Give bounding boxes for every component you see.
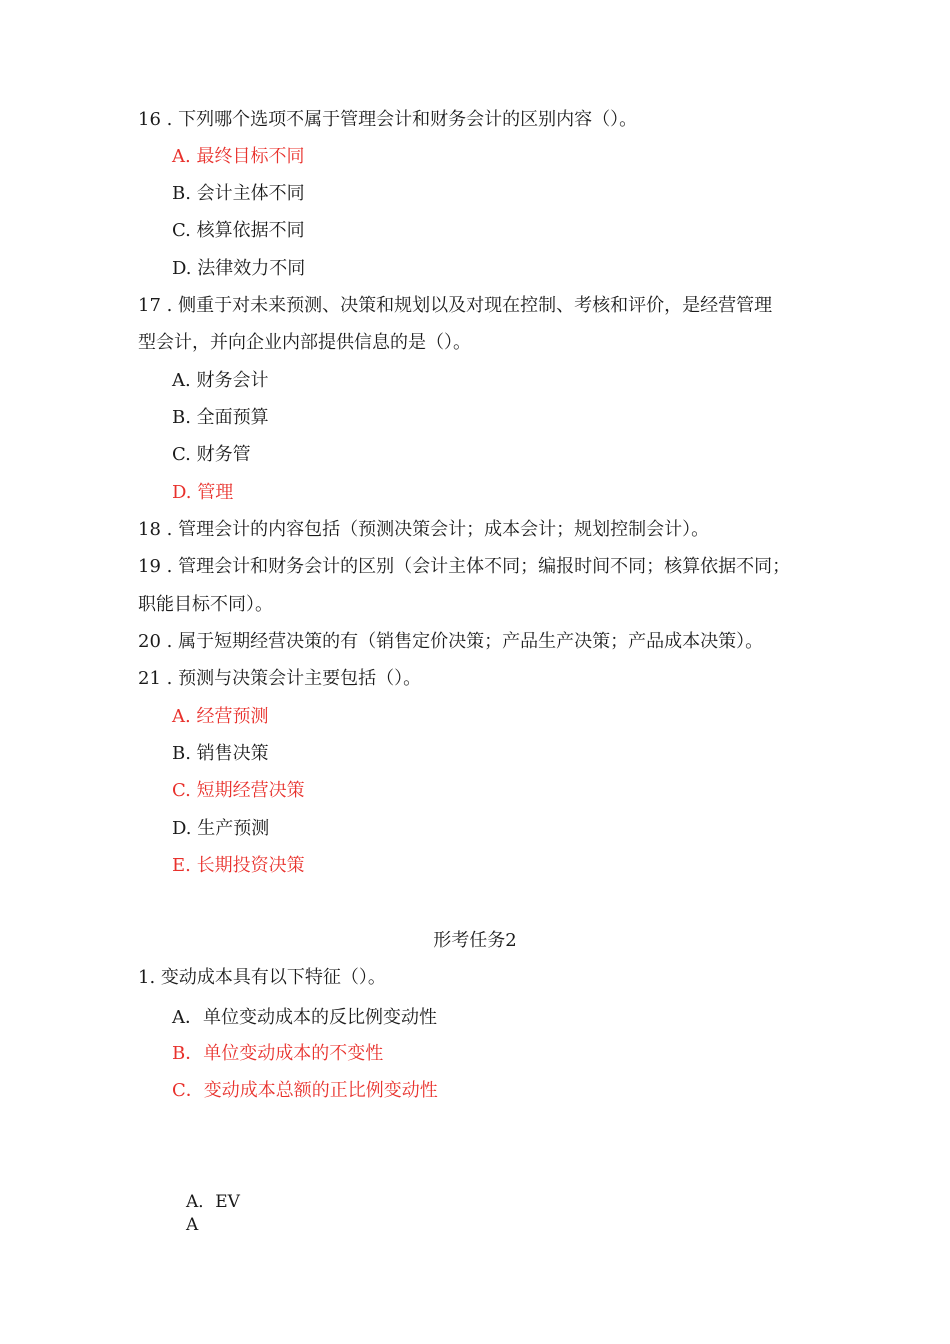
question-18: 18 . 管理会计的内容包括（预测决策会计；成本会计；规划控制会计）。	[138, 519, 710, 540]
q21-option-b: B. 销售决策	[172, 743, 269, 764]
q16-option-c: C. 核算依据不同	[172, 220, 305, 241]
q16-option-a-correct: A. 最终目标不同	[172, 146, 305, 167]
q17-option-d-correct: D. 管理	[172, 482, 234, 503]
task2-q1-option-a: A．单位变动成本的反比例变动性	[172, 1007, 437, 1028]
task2-q1-option-b-correct: B．单位变动成本的不变性	[172, 1043, 384, 1064]
question-20: 20 . 属于短期经营决策的有（销售定价决策；产品生产决策；产品成本决策）。	[138, 631, 764, 652]
q16-option-d: D. 法律效力不同	[172, 258, 306, 279]
question-19-line1: 19 . 管理会计和财务会计的区别（会计主体不同；编报时间不同；核算依据不同；	[138, 556, 791, 577]
bottom-fragment-line2: A	[186, 1215, 199, 1235]
q17-option-b: B. 全面预算	[172, 407, 269, 428]
section-title: 形考任务2	[433, 930, 517, 951]
q21-option-a-correct: A. 经营预测	[172, 706, 269, 727]
question-17-stem-line2: 型会计，并向企业内部提供信息的是（）。	[138, 332, 471, 353]
task2-q1-option-c-correct: C．变动成本总额的正比例变动性	[172, 1080, 438, 1101]
q16-option-b: B. 会计主体不同	[172, 183, 305, 204]
q17-option-c: C. 财务管	[172, 444, 251, 465]
q21-option-d: D. 生产预测	[172, 818, 270, 839]
question-16-stem: 16 . 下列哪个选项不属于管理会计和财务会计的区别内容（）。	[138, 109, 638, 130]
question-17-stem-line1: 17 . 侧重于对未来预测、决策和规划以及对现在控制、考核和评价，是经营管理	[138, 295, 773, 316]
q17-option-a: A. 财务会计	[172, 370, 269, 391]
q21-option-e-correct: E. 长期投资决策	[172, 855, 305, 876]
q21-option-c-correct: C. 短期经营决策	[172, 780, 305, 801]
bottom-fragment-line1: A．EV	[186, 1192, 240, 1212]
task2-question-1-stem: 1. 变动成本具有以下特征（）。	[138, 967, 386, 988]
question-19-line2: 职能目标不同）。	[138, 594, 273, 615]
question-21-stem: 21 . 预测与决策会计主要包括（）。	[138, 668, 422, 689]
